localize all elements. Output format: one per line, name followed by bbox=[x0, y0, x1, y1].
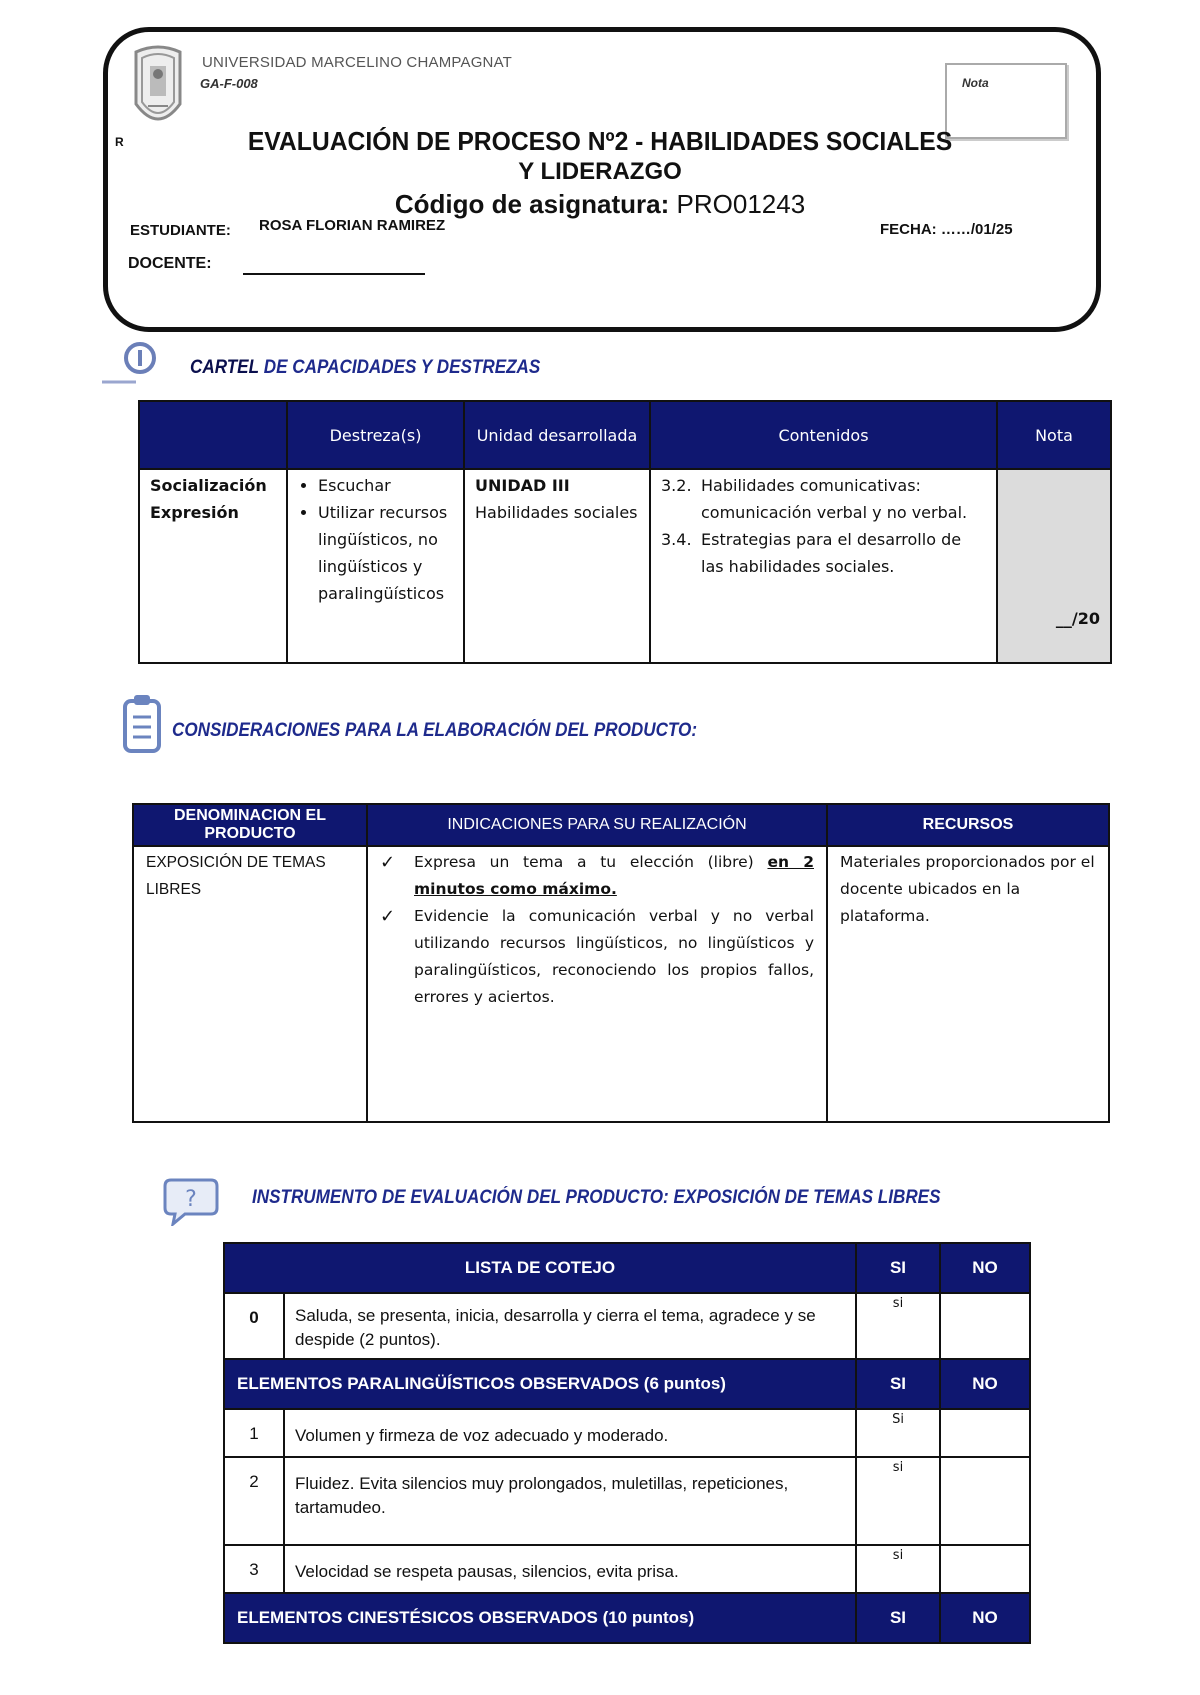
si-cell: si bbox=[856, 1545, 940, 1593]
date-field: FECHA: ……/01/25 bbox=[880, 221, 1013, 238]
teacher-blank-line bbox=[243, 273, 425, 275]
subject-code-label: Código de asignatura: bbox=[394, 189, 670, 219]
indicacion-item bbox=[380, 849, 814, 903]
table-row bbox=[224, 1409, 1030, 1457]
contenido-item bbox=[661, 472, 986, 526]
no-cell bbox=[940, 1293, 1030, 1359]
section-paralinguisticos: ELEMENTOS PARALINGÜÍSTICOS OBSERVADOS (6 puntos) bbox=[224, 1359, 856, 1409]
cartel-title-rest: DE CAPACIDADES Y DESTREZAS bbox=[259, 357, 541, 378]
no-cell bbox=[940, 1545, 1030, 1593]
no-cell bbox=[940, 1457, 1030, 1545]
header-si: SI bbox=[856, 1243, 940, 1293]
item-text: Volumen y firmeza de voz adecuado y moderado. bbox=[284, 1409, 856, 1457]
nota-cell: __/20 bbox=[997, 469, 1111, 663]
header-destrezas: Destreza(s) bbox=[287, 401, 464, 469]
indicacion-text-main: Expresa un tema a tu elección (libre) bbox=[414, 853, 768, 871]
header-no: NO bbox=[940, 1359, 1030, 1409]
producto-cell: EXPOSICIÓN DE TEMAS LIBRES bbox=[133, 846, 367, 1122]
indicacion-text: Evidencie la comunicación verbal y no verbal utilizando recursos lingüísticos, no lingüísticos y paralingüísticos, reconociendo los propios fallos, errores y aciertos. bbox=[414, 907, 814, 1006]
capacidad-item: Expresión bbox=[150, 503, 239, 522]
header-lista-cotejo: LISTA DE COTEJO bbox=[224, 1243, 856, 1293]
consideraciones-table bbox=[132, 803, 1110, 1123]
subject-code-value: PRO01243 bbox=[676, 189, 806, 219]
capacidades-cell bbox=[139, 469, 287, 663]
no-cell bbox=[940, 1409, 1030, 1457]
capacidades-table bbox=[138, 400, 1112, 664]
contenido-text: Estrategias para el desarrollo de las habilidades sociales. bbox=[701, 530, 962, 576]
subject-code-line bbox=[100, 189, 1100, 220]
document-title-line2: Y LIDERAZGO bbox=[518, 158, 682, 185]
contenidos-cell bbox=[650, 469, 997, 663]
contenido-number: 3.4. bbox=[661, 530, 692, 549]
indicacion-item bbox=[380, 903, 814, 1011]
si-cell: si bbox=[856, 1293, 940, 1359]
unidad-title: UNIDAD III bbox=[475, 476, 570, 495]
destrezas-cell bbox=[287, 469, 464, 663]
contenido-number: 3.2. bbox=[661, 476, 692, 495]
unidad-desc: Habilidades sociales bbox=[475, 503, 638, 522]
unidad-cell bbox=[464, 469, 650, 663]
checkmark-icon: ✓ bbox=[380, 852, 396, 873]
item-number: 3 bbox=[224, 1545, 284, 1593]
indicaciones-cell bbox=[367, 846, 827, 1122]
item-number: 2 bbox=[224, 1457, 284, 1545]
item-text: Fluidez. Evita silencios muy prolongados, muletillas, repeticiones, tartamudeo. bbox=[284, 1457, 856, 1545]
header-indicaciones: INDICACIONES PARA SU REALIZACIÓN bbox=[367, 804, 827, 846]
university-name: UNIVERSIDAD MARCELINO CHAMPAGNAT bbox=[202, 54, 513, 71]
item-text: Velocidad se respeta pausas, silencios, evita prisa. bbox=[284, 1545, 856, 1593]
si-cell: Si bbox=[856, 1409, 940, 1457]
contenido-text: Habilidades comunicativas: comunicación verbal y no verbal. bbox=[701, 476, 968, 522]
si-cell: si bbox=[856, 1457, 940, 1545]
table-row bbox=[224, 1293, 1030, 1359]
teacher-label: DOCENTE: bbox=[128, 255, 212, 272]
header-capacidad bbox=[139, 401, 287, 469]
recursos-cell: Materiales proporcionados por el docente ubicados en la plataforma. bbox=[827, 846, 1109, 1122]
form-code: GA-F-008 bbox=[200, 76, 258, 91]
capacidad-item: Socialización bbox=[150, 476, 267, 495]
contenido-item bbox=[661, 526, 986, 580]
svg-text:?: ? bbox=[185, 1187, 197, 1212]
student-label: ESTUDIANTE: bbox=[130, 222, 231, 239]
header-no: NO bbox=[940, 1243, 1030, 1293]
lightbulb-icon bbox=[100, 336, 164, 391]
destreza-item: • Escuchar bbox=[318, 472, 453, 499]
margin-mark: R bbox=[115, 135, 124, 149]
table-row bbox=[224, 1545, 1030, 1593]
university-logo bbox=[130, 44, 186, 136]
item-text: Saluda, se presenta, inicia, desarrolla y cierra el tema, agradece y se despide (2 puntos). bbox=[284, 1293, 856, 1359]
header-denominacion: DENOMINACION EL PRODUCTO bbox=[133, 804, 367, 846]
section-cinestesicos: ELEMENTOS CINESTÉSICOS OBSERVADOS (10 puntos) bbox=[224, 1593, 856, 1643]
cartel-section-title bbox=[190, 357, 540, 379]
cartel-title-bold: CARTEL bbox=[190, 357, 260, 378]
indicacion-text bbox=[414, 849, 814, 903]
header-no: NO bbox=[940, 1593, 1030, 1643]
indicacion-emphasis: en 2 minutos como máximo. bbox=[414, 853, 814, 898]
lista-cotejo-table bbox=[223, 1242, 1031, 1644]
header-contenidos: Contenidos bbox=[650, 401, 997, 469]
header-si: SI bbox=[856, 1359, 940, 1409]
student-name: ROSA FLORIAN RAMIREZ bbox=[259, 217, 446, 234]
item-number: 1 bbox=[224, 1409, 284, 1457]
question-bubble-icon bbox=[163, 1176, 219, 1231]
destreza-item: • Utilizar recursos lingüísticos, no lingüísticos y paralingüísticos bbox=[318, 499, 453, 607]
header-unidad: Unidad desarrollada bbox=[464, 401, 650, 469]
header-si: SI bbox=[856, 1593, 940, 1643]
grade-label: Nota bbox=[962, 76, 989, 90]
instrumento-section-title: INSTRUMENTO DE EVALUACIÓN DEL PRODUCTO: EXPOSICIÓN DE TEMAS LIBRES bbox=[252, 1187, 941, 1208]
header-recursos: RECURSOS bbox=[827, 804, 1109, 846]
checkmark-icon: ✓ bbox=[380, 906, 396, 927]
consideraciones-section-title: CONSIDERACIONES PARA LA ELABORACIÓN DEL PRODUCTO: bbox=[172, 720, 698, 741]
header-nota: Nota bbox=[997, 401, 1111, 469]
table-row bbox=[224, 1457, 1030, 1545]
document-title: EVALUACIÓN DE PROCESO Nº2 - HABILIDADES SOCIALES bbox=[247, 126, 953, 156]
clipboard-icon bbox=[122, 693, 162, 758]
item-number: 0 bbox=[224, 1293, 284, 1359]
